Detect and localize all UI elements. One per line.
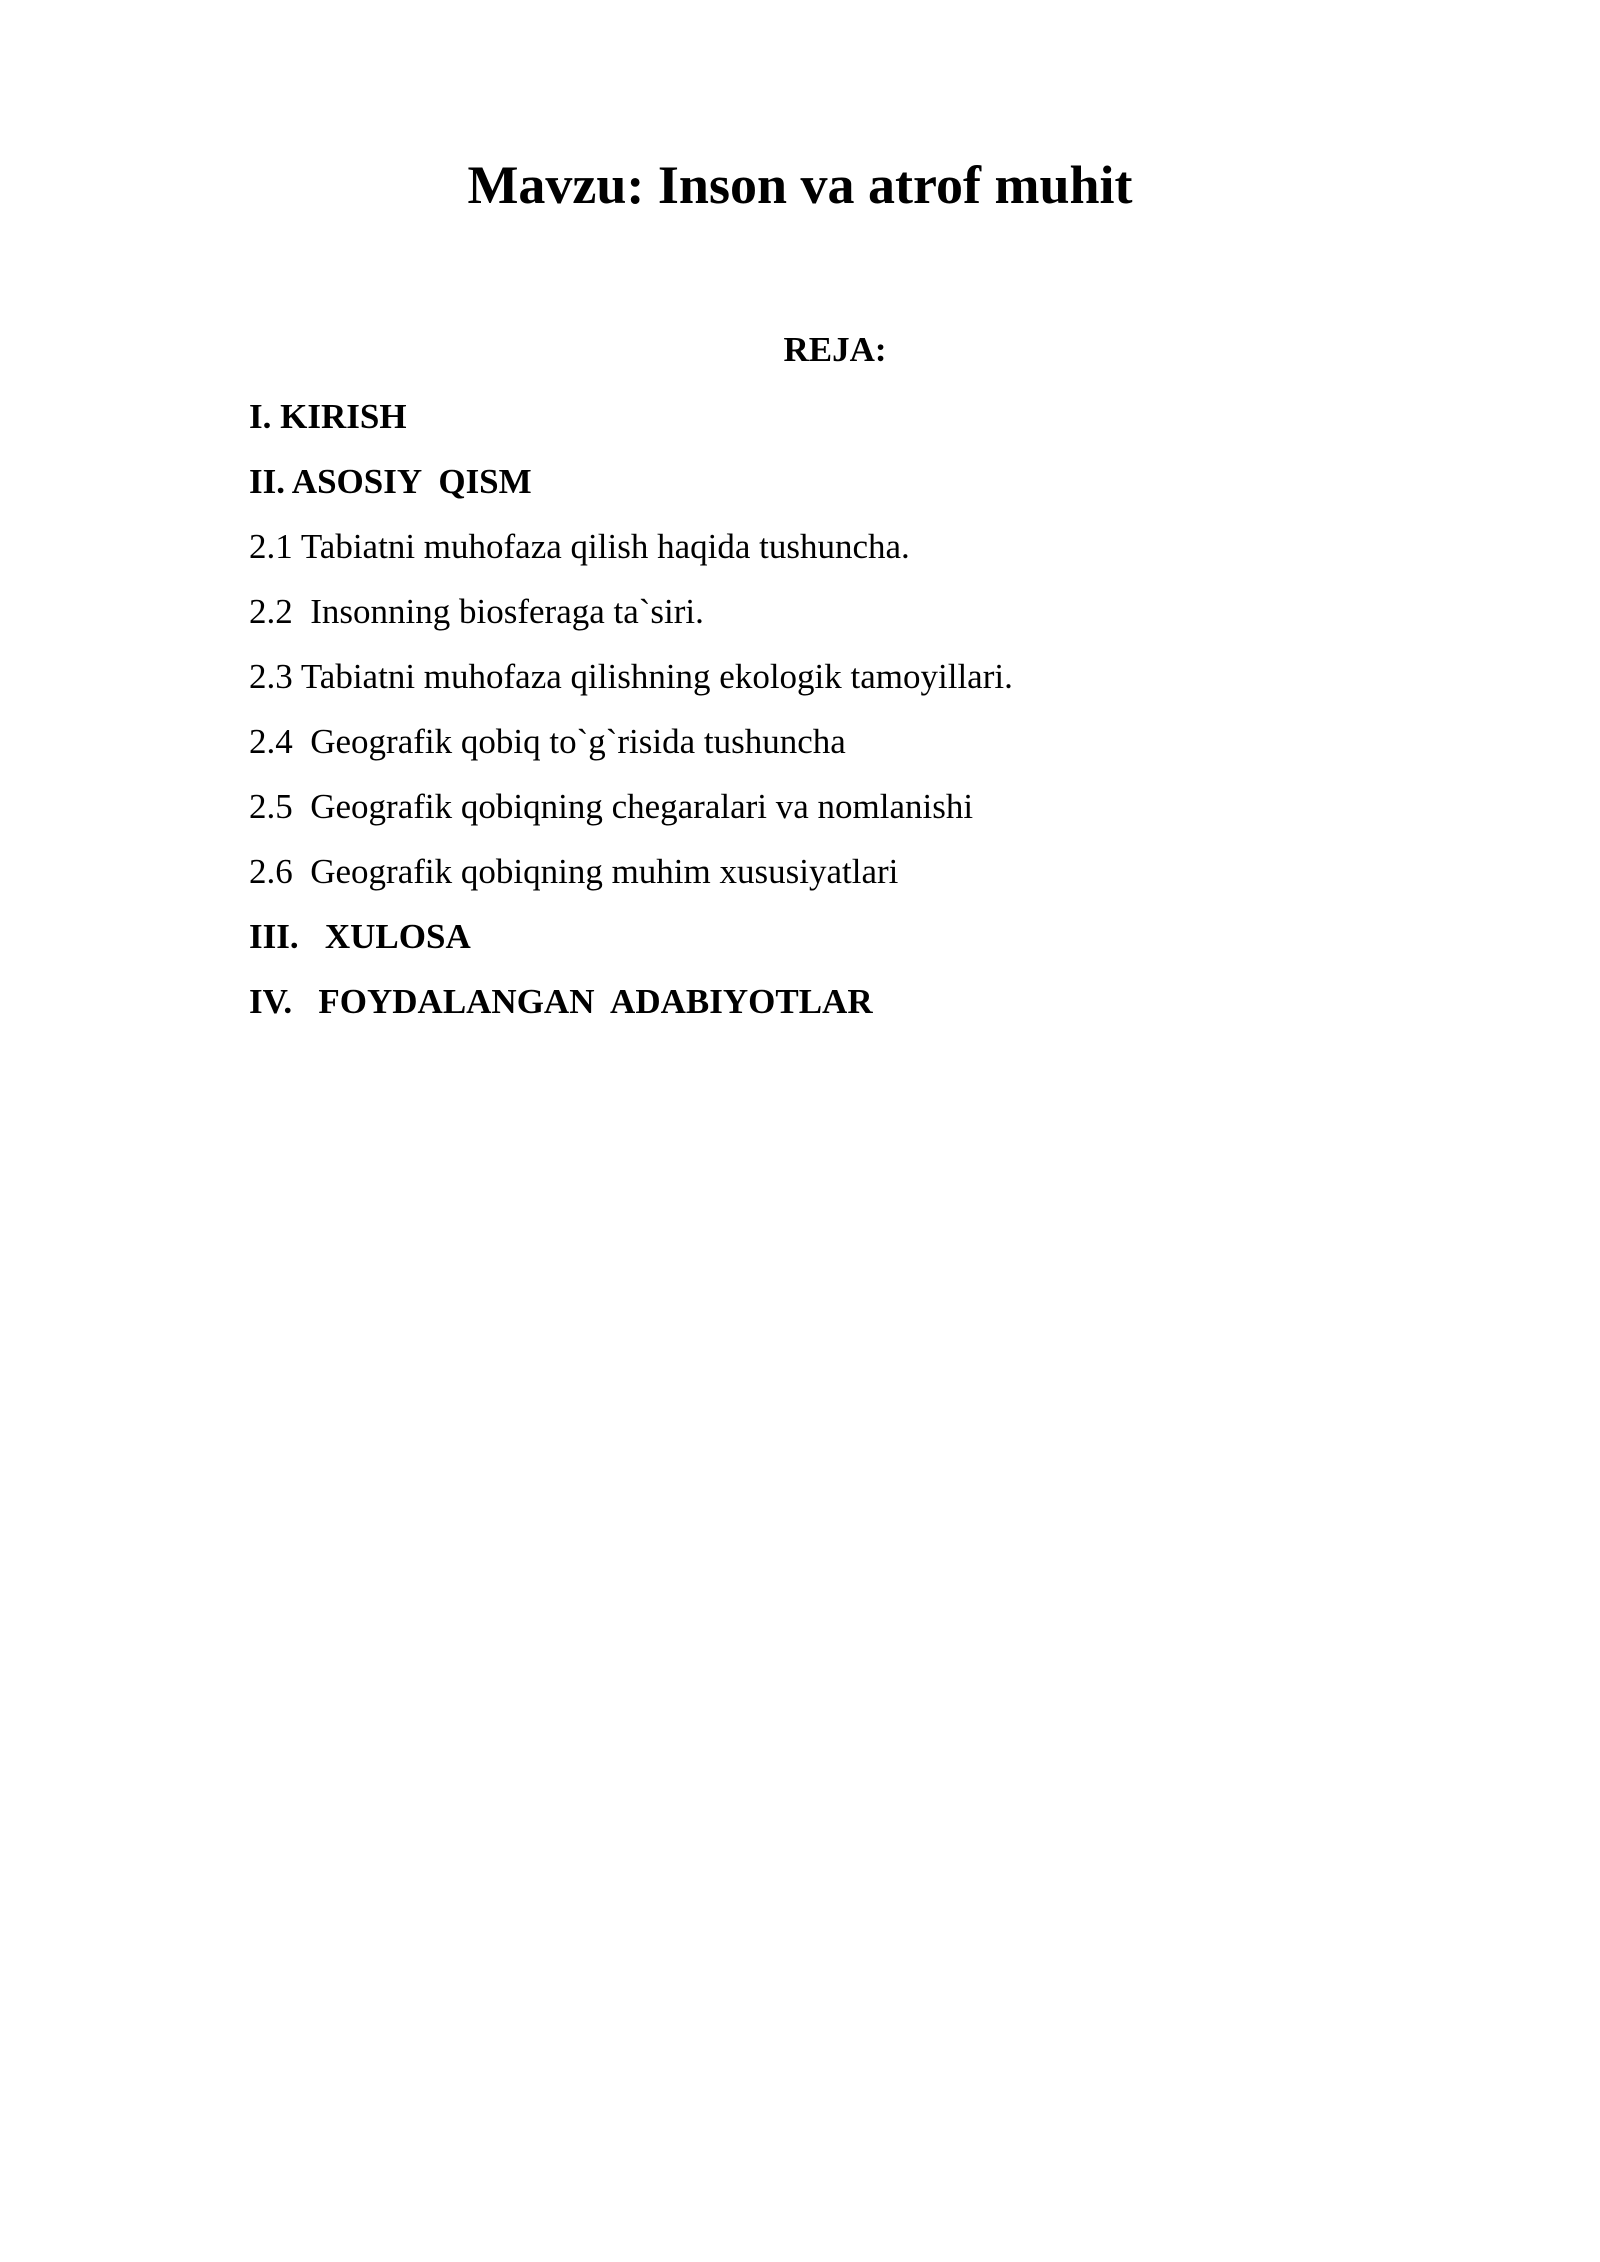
plan-item-2-1: 2.1 Tabiatni muhofaza qilish haqida tushuncha. (249, 527, 910, 566)
plan-item-references: IV. FOYDALANGAN ADABIYOTLAR (249, 982, 873, 1021)
plan-item-2-2: 2.2 Insonning biosferaga ta`siri. (249, 592, 704, 631)
plan-item-2-5: 2.5 Geografik qobiqning chegaralari va nomlanishi (249, 787, 974, 826)
plan-item-conclusion: III. XULOSA (249, 917, 471, 956)
plan-item-2-3: 2.3 Tabiatni muhofaza qilishning ekologik tamoyillari. (249, 657, 1013, 696)
plan-item-2-4: 2.4 Geografik qobiq to`g`risida tushuncha (249, 722, 846, 761)
page-title: Mavzu: Inson va atrof muhit (467, 155, 1133, 215)
plan-item-intro: I. KIRISH (249, 397, 407, 436)
plan-item-main-part: II. ASOSIY QISM (249, 462, 532, 501)
plan-item-2-6: 2.6 Geografik qobiqning muhim xususiyatlari (249, 852, 899, 891)
plan-heading (0, 328, 1600, 372)
plan-heading-label: REJA: (783, 330, 887, 369)
plan-list (249, 392, 1013, 1042)
